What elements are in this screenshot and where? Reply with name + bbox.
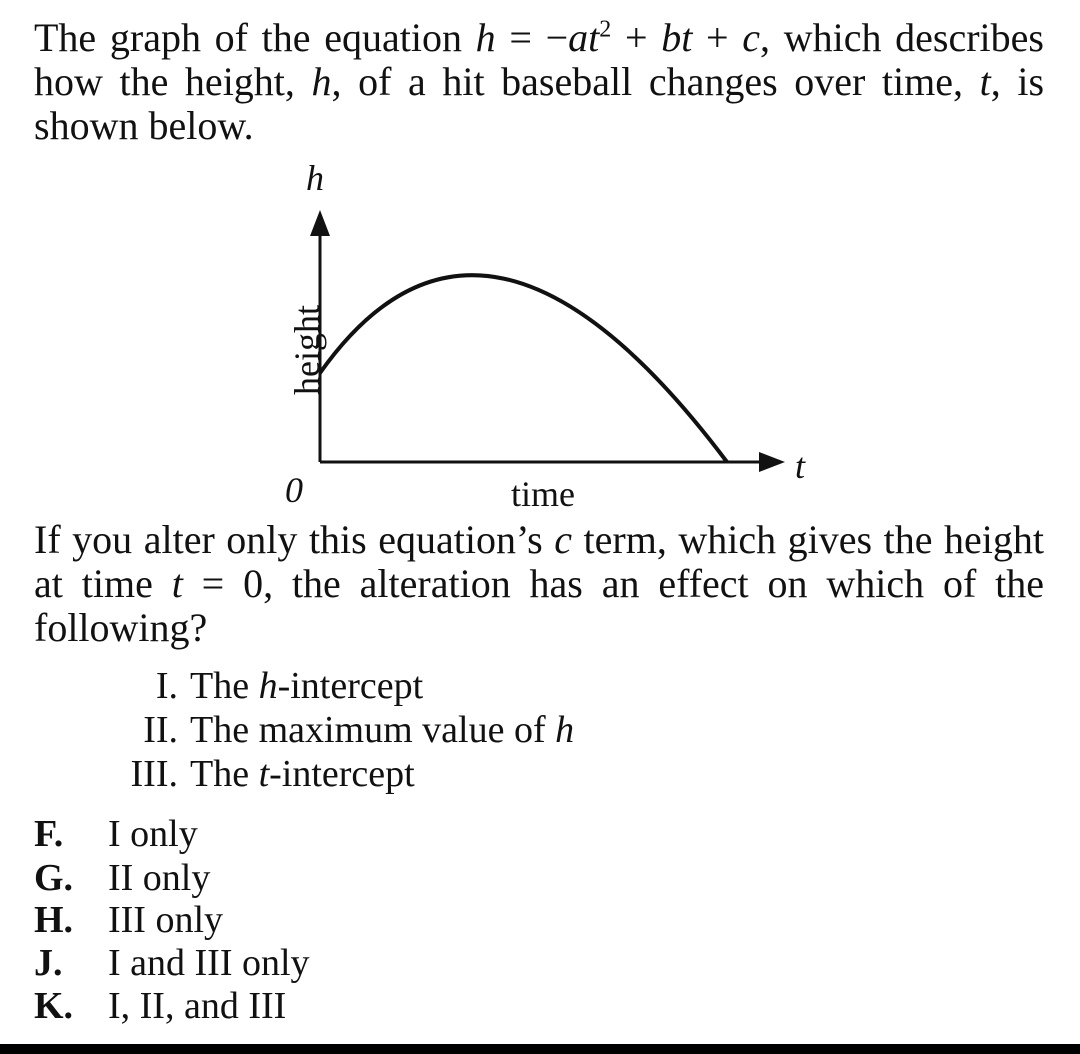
var-t: t xyxy=(258,753,270,795)
intro-text: , is shown below. xyxy=(34,59,1045,148)
parabola-curve xyxy=(320,275,727,462)
var-t: t xyxy=(681,15,693,60)
var-t: t xyxy=(588,15,600,60)
exponent: 2 xyxy=(599,16,612,43)
choice-g[interactable] xyxy=(34,856,211,900)
intro-text: , of a hit baseball changes over time, xyxy=(331,59,980,104)
statement-text-part: -intercept xyxy=(277,665,424,707)
choice-text: I, II, and III xyxy=(108,985,287,1027)
intro-text: + xyxy=(611,15,662,60)
statement-text xyxy=(190,708,574,752)
var-a: a xyxy=(568,15,589,60)
choice-h[interactable] xyxy=(34,898,224,942)
statement-number: I. xyxy=(155,665,178,707)
statement-number: III. xyxy=(130,753,178,795)
var-t: t xyxy=(171,561,183,606)
statement-number: II. xyxy=(143,709,178,751)
t-axis-arrow-icon xyxy=(759,452,785,472)
choice-k[interactable] xyxy=(34,984,287,1028)
origin-label: 0 xyxy=(285,470,303,510)
var-h: h xyxy=(475,15,496,60)
statement-text-part: The maximum value of xyxy=(190,709,556,751)
intro-text: The graph of the equation xyxy=(34,15,476,60)
statement-text-part: -intercept xyxy=(269,753,415,795)
var-c: c xyxy=(554,517,572,562)
choice-letter: F. xyxy=(34,813,64,855)
statement-text xyxy=(190,664,423,708)
choice-text: I only xyxy=(108,813,198,855)
intro-text: + xyxy=(692,15,743,60)
time-label: time xyxy=(511,474,575,514)
h-axis-label: h xyxy=(306,158,324,198)
question-text: If you alter only this equation’s xyxy=(34,517,555,562)
question-text: = 0, the alteration has an effect on which of the following? xyxy=(34,561,1044,650)
var-c: c xyxy=(742,15,761,60)
statement-2 xyxy=(90,708,575,752)
statement-text-part: The xyxy=(190,665,259,707)
t-axis-label: t xyxy=(795,446,806,486)
intro-text: , which describes how the height, xyxy=(34,15,1044,104)
var-b: b xyxy=(661,15,682,60)
bottom-bar xyxy=(0,1044,1080,1054)
choice-text: II only xyxy=(108,857,211,899)
choice-letter: K. xyxy=(34,985,74,1027)
var-h: h xyxy=(555,709,575,751)
var-h: h xyxy=(258,665,278,707)
statement-text-part: The xyxy=(190,753,259,795)
var-t: t xyxy=(979,59,991,104)
trajectory-graph xyxy=(255,150,815,520)
graph-svg xyxy=(255,150,815,520)
statement-1 xyxy=(90,664,424,708)
choice-f[interactable] xyxy=(34,812,198,856)
statement-text xyxy=(190,752,415,796)
choice-j[interactable] xyxy=(34,941,310,985)
question-intro xyxy=(34,16,1044,148)
choice-text: I and III only xyxy=(108,942,310,984)
height-label xyxy=(287,305,327,395)
question-text: term, which gives the height at time xyxy=(34,517,1045,606)
statement-3 xyxy=(90,752,415,796)
question-stem xyxy=(34,518,1044,650)
choice-letter: J. xyxy=(34,942,63,984)
intro-text: = − xyxy=(495,15,569,60)
h-axis-arrow-icon xyxy=(310,210,330,236)
choice-letter: H. xyxy=(34,899,74,941)
choice-letter: G. xyxy=(34,857,74,899)
var-h: h xyxy=(311,59,332,104)
height-label-text: height xyxy=(287,305,327,395)
choice-text: III only xyxy=(108,899,224,941)
